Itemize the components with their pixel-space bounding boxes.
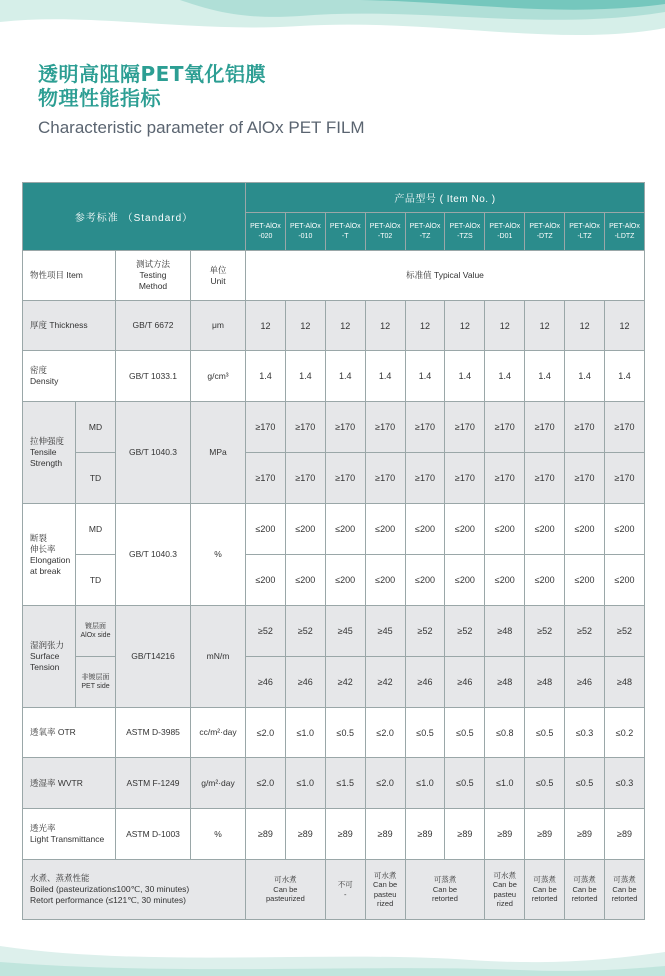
otr-value: ≤1.0 <box>285 708 325 758</box>
density-label: 密度 Density <box>23 351 116 402</box>
density-value: 1.4 <box>365 351 405 402</box>
item-label: 物性项目 Item <box>23 251 116 301</box>
thickness-value: 12 <box>246 301 286 351</box>
wvtr-value: ≤0.5 <box>445 758 485 809</box>
light-value: ≥89 <box>246 809 286 860</box>
density-value: 1.4 <box>565 351 605 402</box>
light-unit: % <box>191 809 246 860</box>
surface-alox-value: ≥52 <box>246 606 286 657</box>
thickness-value: 12 <box>565 301 605 351</box>
tensile-md-value: ≥170 <box>525 402 565 453</box>
thickness-value: 12 <box>445 301 485 351</box>
thickness-value: 12 <box>405 301 445 351</box>
boil-cell: 可蒸煮 Can be retorted <box>405 860 485 920</box>
boil-cell: 不可 - <box>325 860 365 920</box>
tensile-td-label: TD <box>76 453 116 504</box>
elongation-method: GB/T 1040.3 <box>116 504 191 606</box>
method-label: 测试方法 Testing Method <box>116 251 191 301</box>
elongation-td-value: ≤200 <box>445 555 485 606</box>
elongation-unit: % <box>191 504 246 606</box>
tensile-td-value: ≥170 <box>246 453 286 504</box>
surface-pet-value: ≥48 <box>485 657 525 708</box>
product-code-header: PET-AlOx -TZ <box>405 213 445 251</box>
product-code-header: PET-AlOx -020 <box>246 213 286 251</box>
surface-pet-value: ≥46 <box>246 657 286 708</box>
otr-method: ASTM D-3985 <box>116 708 191 758</box>
product-code-header: PET-AlOx -TZS <box>445 213 485 251</box>
elongation-md-value: ≤200 <box>445 504 485 555</box>
thickness-value: 12 <box>325 301 365 351</box>
elongation-td-value: ≤200 <box>565 555 605 606</box>
tensile-md-value: ≥170 <box>325 402 365 453</box>
wvtr-value: ≤1.0 <box>485 758 525 809</box>
elongation-md-value: ≤200 <box>405 504 445 555</box>
elongation-td-value: ≤200 <box>285 555 325 606</box>
density-value: 1.4 <box>285 351 325 402</box>
tensile-unit: MPa <box>191 402 246 504</box>
product-code-header: PET-AlOx -T02 <box>365 213 405 251</box>
boil-cell: 可水煮 Can be pasteu rized <box>365 860 405 920</box>
elongation-td-value: ≤200 <box>605 555 645 606</box>
boil-retort-label: 水煮、蒸煮性能 Boiled (pasteurization≤100℃, 30 minutes) Retort performance (≤121℃, 30 minutes) <box>23 860 246 920</box>
elongation-md-value: ≤200 <box>246 504 286 555</box>
boil-cell: 可水煮 Can be pasteurized <box>246 860 326 920</box>
otr-value: ≤2.0 <box>246 708 286 758</box>
bottom-wave-decoration <box>0 906 665 976</box>
surface-pet-value: ≥48 <box>605 657 645 708</box>
tensile-td-value: ≥170 <box>605 453 645 504</box>
page-title-english: Characteristic parameter of AlOx PET FILM <box>38 118 365 137</box>
surface-alox-value: ≥52 <box>605 606 645 657</box>
boil-cell: 可蒸煮 Can be retorted <box>565 860 605 920</box>
wvtr-value: ≤1.5 <box>325 758 365 809</box>
density-value: 1.4 <box>485 351 525 402</box>
product-code-header: PET-AlOx -010 <box>285 213 325 251</box>
product-code-header: PET-AlOx -D01 <box>485 213 525 251</box>
elongation-td-value: ≤200 <box>525 555 565 606</box>
elongation-md-label: MD <box>76 504 116 555</box>
tensile-md-value: ≥170 <box>365 402 405 453</box>
otr-value: ≤0.5 <box>445 708 485 758</box>
otr-value: ≤0.5 <box>325 708 365 758</box>
title-line-2: 物理性能指标 <box>38 86 161 110</box>
surface-tension-label: 湿润张力 Surface Tension <box>23 606 76 708</box>
elongation-md-value: ≤200 <box>365 504 405 555</box>
light-value: ≥89 <box>485 809 525 860</box>
tensile-md-label: MD <box>76 402 116 453</box>
surface-method: GB/T14216 <box>116 606 191 708</box>
surface-alox-value: ≥52 <box>445 606 485 657</box>
tensile-td-value: ≥170 <box>485 453 525 504</box>
light-method: ASTM D-1003 <box>116 809 191 860</box>
tensile-md-value: ≥170 <box>445 402 485 453</box>
light-value: ≥89 <box>525 809 565 860</box>
wvtr-label: 透湿率 WVTR <box>23 758 116 809</box>
surface-alox-value: ≥52 <box>525 606 565 657</box>
surface-pet-value: ≥42 <box>365 657 405 708</box>
otr-unit: cc/m²·day <box>191 708 246 758</box>
otr-value: ≤0.5 <box>405 708 445 758</box>
light-value: ≥89 <box>325 809 365 860</box>
light-value: ≥89 <box>565 809 605 860</box>
surface-pet-value: ≥42 <box>325 657 365 708</box>
wvtr-value: ≤1.0 <box>405 758 445 809</box>
thickness-value: 12 <box>285 301 325 351</box>
elongation-td-value: ≤200 <box>365 555 405 606</box>
density-unit: g/cm³ <box>191 351 246 402</box>
elongation-md-value: ≤200 <box>485 504 525 555</box>
tensile-td-value: ≥170 <box>565 453 605 504</box>
surface-alox-value: ≥45 <box>365 606 405 657</box>
elongation-td-value: ≤200 <box>325 555 365 606</box>
tensile-md-value: ≥170 <box>285 402 325 453</box>
thickness-value: 12 <box>605 301 645 351</box>
surface-pet-value: ≥48 <box>525 657 565 708</box>
light-value: ≥89 <box>605 809 645 860</box>
wvtr-value: ≤0.5 <box>565 758 605 809</box>
boil-cell: 可蒸煮 Can be retorted <box>525 860 565 920</box>
tensile-td-value: ≥170 <box>325 453 365 504</box>
surface-alox-value: ≥52 <box>565 606 605 657</box>
wvtr-value: ≤0.3 <box>605 758 645 809</box>
elongation-md-value: ≤200 <box>285 504 325 555</box>
product-model-header: 产品型号 ( Item No. ) <box>246 183 645 213</box>
density-value: 1.4 <box>246 351 286 402</box>
tensile-md-value: ≥170 <box>405 402 445 453</box>
tensile-method: GB/T 1040.3 <box>116 402 191 504</box>
otr-value: ≤0.5 <box>525 708 565 758</box>
wvtr-value: ≤0.5 <box>525 758 565 809</box>
tensile-label: 拉伸强度 Tensile Strength <box>23 402 76 504</box>
product-code-header: PET-AlOx -T <box>325 213 365 251</box>
otr-value: ≤0.3 <box>565 708 605 758</box>
tensile-md-value: ≥170 <box>246 402 286 453</box>
thickness-value: 12 <box>525 301 565 351</box>
thickness-value: 12 <box>485 301 525 351</box>
thickness-label: 厚度 Thickness <box>23 301 116 351</box>
product-code-header: PET-AlOx -LDTZ <box>605 213 645 251</box>
wvtr-method: ASTM F-1249 <box>116 758 191 809</box>
elongation-td-value: ≤200 <box>405 555 445 606</box>
elongation-td-value: ≤200 <box>485 555 525 606</box>
tensile-md-value: ≥170 <box>565 402 605 453</box>
otr-value: ≤2.0 <box>365 708 405 758</box>
tensile-md-value: ≥170 <box>485 402 525 453</box>
elongation-td-label: TD <box>76 555 116 606</box>
light-value: ≥89 <box>285 809 325 860</box>
elongation-md-value: ≤200 <box>605 504 645 555</box>
tensile-td-value: ≥170 <box>525 453 565 504</box>
surface-alox-value: ≥45 <box>325 606 365 657</box>
density-value: 1.4 <box>405 351 445 402</box>
otr-label: 透氧率 OTR <box>23 708 116 758</box>
surface-alox-value: ≥48 <box>485 606 525 657</box>
density-method: GB/T 1033.1 <box>116 351 191 402</box>
light-value: ≥89 <box>365 809 405 860</box>
elongation-md-value: ≤200 <box>325 504 365 555</box>
wvtr-value: ≤1.0 <box>285 758 325 809</box>
boil-cell: 可蒸煮 Can be retorted <box>605 860 645 920</box>
thickness-value: 12 <box>365 301 405 351</box>
tensile-td-value: ≥170 <box>285 453 325 504</box>
tensile-td-value: ≥170 <box>365 453 405 504</box>
elongation-md-value: ≤200 <box>525 504 565 555</box>
top-wave-decoration <box>0 0 665 60</box>
tensile-td-value: ≥170 <box>445 453 485 504</box>
surface-pet-side-label: 非镀层面 PET side <box>76 657 116 708</box>
light-value: ≥89 <box>405 809 445 860</box>
surface-pet-value: ≥46 <box>405 657 445 708</box>
title-line-1: 透明高阻隔PET氧化铝膜 <box>38 62 266 86</box>
thickness-unit: μm <box>191 301 246 351</box>
light-value: ≥89 <box>445 809 485 860</box>
thickness-method: GB/T 6672 <box>116 301 191 351</box>
boil-cell: 可水煮 Can be pasteu rized <box>485 860 525 920</box>
wvtr-value: ≤2.0 <box>246 758 286 809</box>
otr-value: ≤0.8 <box>485 708 525 758</box>
reference-standard-header: 参考标准 （Standard） <box>23 183 246 251</box>
density-value: 1.4 <box>325 351 365 402</box>
elongation-td-value: ≤200 <box>246 555 286 606</box>
wvtr-unit: g/m²·day <box>191 758 246 809</box>
tensile-td-value: ≥170 <box>405 453 445 504</box>
surface-alox-side-label: 镀层面 AlOx side <box>76 606 116 657</box>
product-code-header: PET-AlOx -LTZ <box>565 213 605 251</box>
density-value: 1.4 <box>605 351 645 402</box>
typical-value-label: 标准值 Typical Value <box>246 251 645 301</box>
surface-pet-value: ≥46 <box>445 657 485 708</box>
product-code-header: PET-AlOx -DTZ <box>525 213 565 251</box>
surface-unit: mN/m <box>191 606 246 708</box>
elongation-md-value: ≤200 <box>565 504 605 555</box>
density-value: 1.4 <box>445 351 485 402</box>
surface-pet-value: ≥46 <box>565 657 605 708</box>
page-title-chinese <box>38 62 266 110</box>
wvtr-value: ≤2.0 <box>365 758 405 809</box>
surface-alox-value: ≥52 <box>405 606 445 657</box>
otr-value: ≤0.2 <box>605 708 645 758</box>
tensile-md-value: ≥170 <box>605 402 645 453</box>
unit-label: 单位 Unit <box>191 251 246 301</box>
surface-pet-value: ≥46 <box>285 657 325 708</box>
spec-table <box>22 182 645 920</box>
light-transmittance-label: 透光率 Light Transmittance <box>23 809 116 860</box>
elongation-label: 断裂 伸长率 Elongation at break <box>23 504 76 606</box>
density-value: 1.4 <box>525 351 565 402</box>
surface-alox-value: ≥52 <box>285 606 325 657</box>
